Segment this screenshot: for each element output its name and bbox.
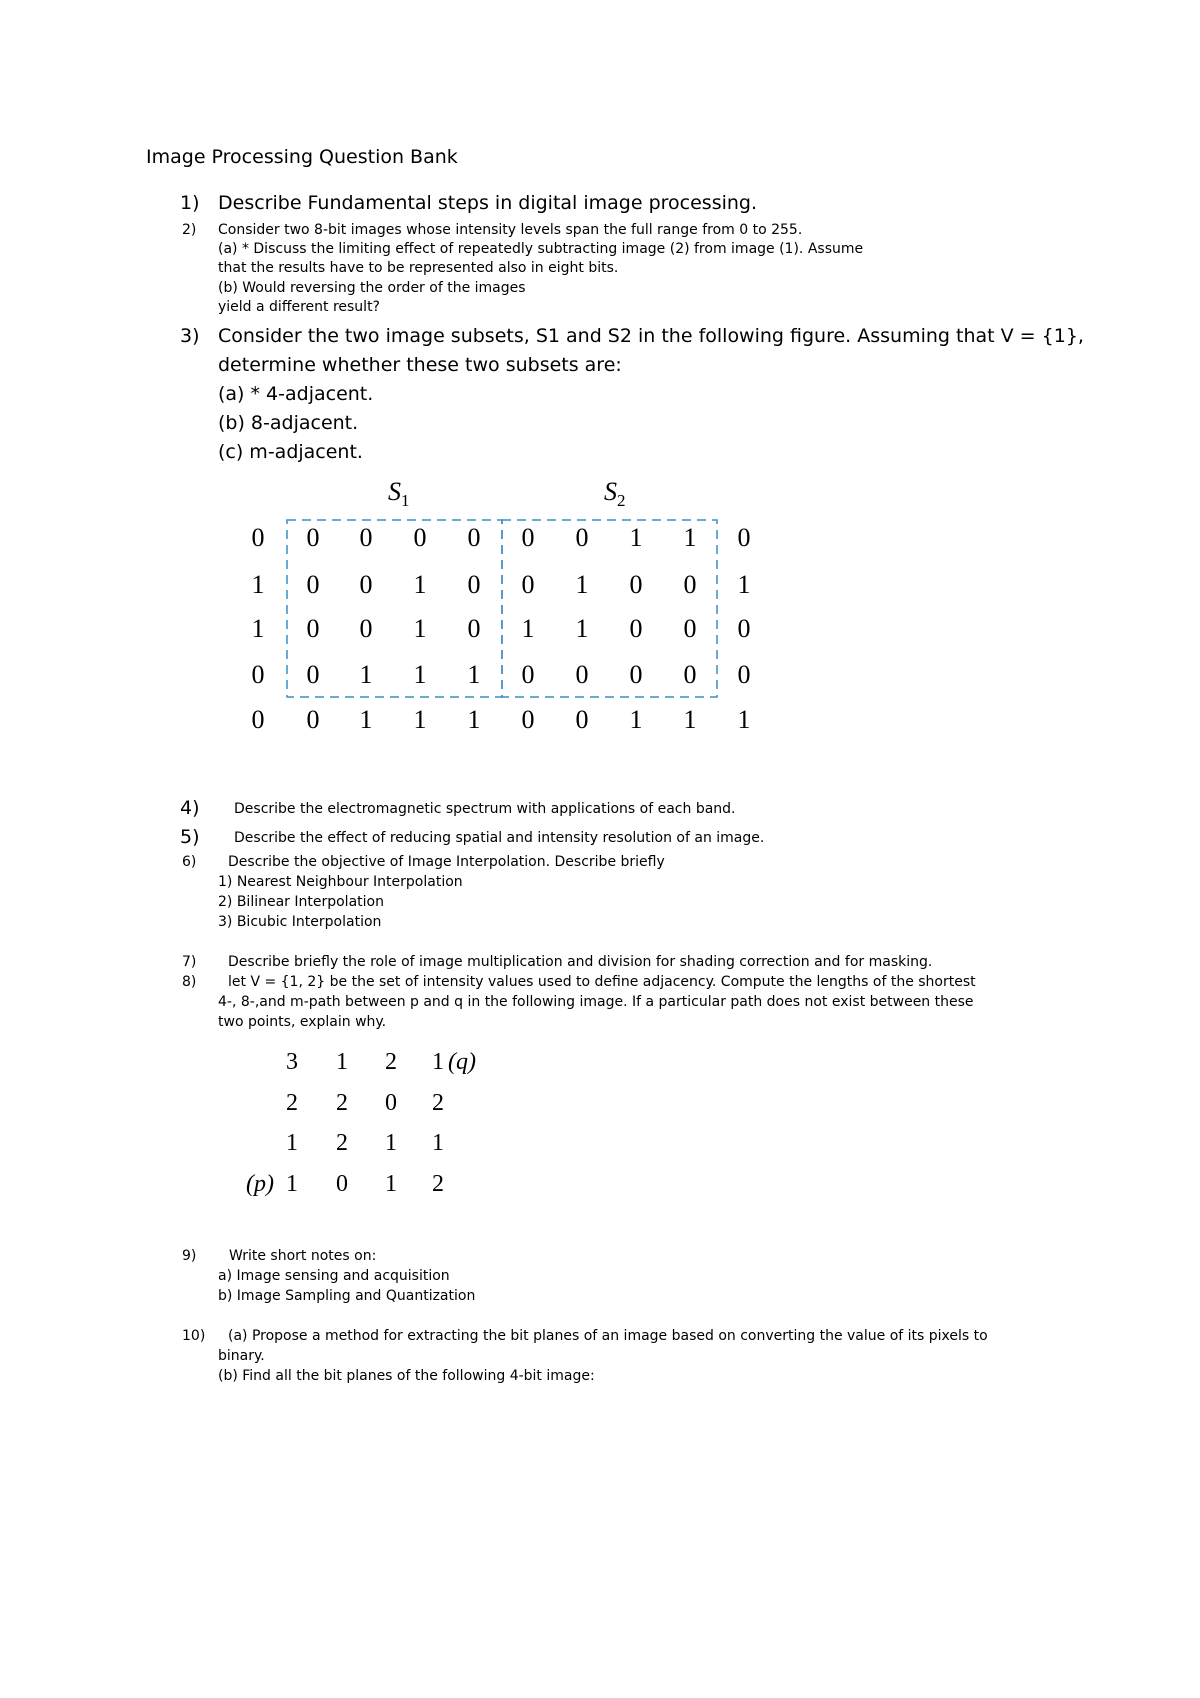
q6-item: 1) Nearest Neighbour Interpolation (218, 874, 463, 890)
q5-text: Describe the effect of reducing spatial and intensity resolution of an image. (234, 830, 765, 846)
q10-line: (b) Find all the bit planes of the following 4-bit image: (218, 1368, 595, 1384)
pixel-value: 0 (629, 614, 643, 643)
adjacency-figure (230, 478, 770, 740)
q7-number: 7) (182, 954, 197, 970)
pixel-value: 1 (413, 705, 427, 734)
pixel-value: 0 (467, 570, 481, 599)
pixel-value: 0 (306, 660, 320, 689)
intensity-value: 1 (432, 1049, 444, 1075)
q8-line: let V = {1, 2} be the set of intensity values used to define adjacency. Compute the lengths of the shortest (228, 974, 976, 990)
pixel-value: 0 (521, 570, 535, 599)
q6-item: 2) Bilinear Interpolation (218, 894, 384, 910)
q2-line: (b) Would reversing the order of the images (218, 280, 526, 296)
pixel-value: 1 (251, 614, 265, 643)
q3-line: (a) * 4-adjacent. (218, 383, 374, 405)
pixel-value: 0 (359, 570, 373, 599)
q4-text: Describe the electromagnetic spectrum with applications of each band. (234, 801, 736, 817)
pixel-value: 1 (359, 705, 373, 734)
intensity-value: 2 (336, 1130, 348, 1156)
pixel-value: 0 (306, 614, 320, 643)
pixel-value: 1 (575, 570, 589, 599)
intensity-value: 2 (385, 1049, 397, 1075)
path-grid (286, 1049, 444, 1197)
q3-number: 3) (180, 325, 200, 347)
pixel-value: 0 (467, 523, 481, 552)
pixel-value: 1 (467, 660, 481, 689)
q10-line: (a) Propose a method for extracting the bit planes of an image based on converting the value of its pixels to (228, 1328, 988, 1344)
pixel-value: 0 (467, 614, 481, 643)
pixel-value: 1 (251, 570, 265, 599)
q3-line: (c) m-adjacent. (218, 441, 363, 463)
q9-number: 9) (182, 1248, 197, 1264)
pixel-value: 0 (359, 614, 373, 643)
pixel-value: 0 (306, 705, 320, 734)
intensity-value: 1 (286, 1171, 298, 1197)
pixel-value: 0 (413, 523, 427, 552)
pixel-value: 1 (521, 614, 535, 643)
pixel-value: 0 (521, 660, 535, 689)
pixel-value: 1 (737, 570, 751, 599)
intensity-value: 2 (432, 1090, 444, 1116)
p-point-label: (p) (246, 1171, 274, 1197)
pixel-value: 0 (683, 614, 697, 643)
q4-number: 4) (180, 797, 200, 819)
pixel-value: 0 (575, 523, 589, 552)
q10-number: 10) (182, 1328, 206, 1344)
pixel-value: 0 (737, 660, 751, 689)
pixel-value: 1 (359, 660, 373, 689)
intensity-value: 2 (336, 1090, 348, 1116)
q3-line: (b) 8-adjacent. (218, 412, 359, 434)
pixel-value: 0 (251, 660, 265, 689)
intensity-value: 1 (385, 1171, 397, 1197)
pixel-value: 0 (629, 660, 643, 689)
pixel-value: 0 (306, 570, 320, 599)
q2-line: that the results have to be represented also in eight bits. (218, 260, 619, 276)
q2-line: yield a different result? (218, 299, 380, 315)
intensity-value: 0 (336, 1171, 348, 1197)
q9-item: a) Image sensing and acquisition (218, 1268, 450, 1284)
q3-line: determine whether these two subsets are: (218, 354, 622, 376)
q1-text: Describe Fundamental steps in digital image processing. (218, 192, 758, 214)
q6-number: 6) (182, 854, 197, 870)
pixel-value: 0 (521, 523, 535, 552)
intensity-value: 1 (286, 1130, 298, 1156)
q8-line: 4-, 8-,and m-path between p and q in the following image. If a particular path does not exist between these (218, 994, 974, 1010)
q6-text: Describe the objective of Image Interpolation. Describe briefly (228, 854, 665, 870)
pixel-value: 1 (737, 705, 751, 734)
pixel-value: 0 (737, 523, 751, 552)
intensity-value: 1 (385, 1130, 397, 1156)
pixel-value: 1 (629, 705, 643, 734)
q10-line: binary. (218, 1348, 265, 1364)
pixel-value: 0 (251, 523, 265, 552)
q3-line: Consider the two image subsets, S1 and S2 in the following figure. Assuming that V = {1}, (218, 325, 1084, 347)
pixel-value: 1 (683, 523, 697, 552)
pixel-value: 1 (413, 614, 427, 643)
pixel-value: 1 (413, 570, 427, 599)
pixel-value: 0 (683, 570, 697, 599)
q5-number: 5) (180, 826, 200, 848)
pixel-value: 1 (683, 705, 697, 734)
pixel-value: 1 (413, 660, 427, 689)
document-title: Image Processing Question Bank (146, 146, 458, 168)
q6-item: 3) Bicubic Interpolation (218, 914, 382, 930)
q1-number: 1) (180, 192, 200, 214)
intensity-value: 2 (286, 1090, 298, 1116)
pixel-value: 0 (683, 660, 697, 689)
intensity-value: 1 (336, 1049, 348, 1075)
s1-label: $S_1$ (388, 478, 410, 510)
s2-label: $S_2$ (604, 478, 626, 510)
intensity-value: 2 (432, 1171, 444, 1197)
path-figure (240, 1042, 500, 1202)
q8-number: 8) (182, 974, 197, 990)
pixel-value: 0 (359, 523, 373, 552)
pixel-value: 0 (521, 705, 535, 734)
q2-line: (a) * Discuss the limiting effect of repeatedly subtracting image (2) from image (1). Assume (218, 241, 864, 257)
pixel-value: 1 (575, 614, 589, 643)
pixel-grid (252, 523, 751, 734)
q9-item: b) Image Sampling and Quantization (218, 1288, 476, 1304)
pixel-value: 0 (737, 614, 751, 643)
q2-line: Consider two 8-bit images whose intensity levels span the full range from 0 to 255. (218, 222, 803, 238)
pixel-value: 0 (575, 660, 589, 689)
intensity-value: 0 (385, 1090, 397, 1116)
q8-line: two points, explain why. (218, 1014, 387, 1030)
pixel-value: 0 (575, 705, 589, 734)
intensity-value: 1 (432, 1130, 444, 1156)
pixel-value: 1 (467, 705, 481, 734)
subset-borders (287, 520, 717, 697)
pixel-value: 0 (629, 570, 643, 599)
q7-text: Describe briefly the role of image multiplication and division for shading correction and for masking. (228, 954, 933, 970)
pixel-value: 0 (306, 523, 320, 552)
q2-number: 2) (182, 222, 197, 238)
intensity-value: 3 (286, 1049, 298, 1075)
q9-text: Write short notes on: (229, 1248, 377, 1264)
pixel-value: 1 (629, 523, 643, 552)
pixel-value: 0 (251, 705, 265, 734)
q-point-label: (q) (448, 1049, 476, 1075)
